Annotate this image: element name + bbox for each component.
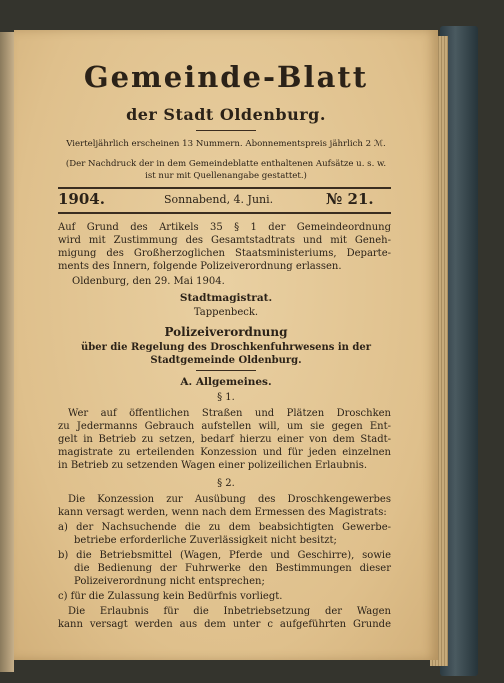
- para1-line: Wer auf öffentlichen Straßen und Plätzen Droschken: [68, 408, 391, 419]
- place-date: Oldenburg, den 29. Mai 1904.: [72, 276, 225, 287]
- title-rule: [196, 370, 256, 371]
- para2-line: kann versagt werden, wenn nach dem Ermessen des Magistrats:: [58, 507, 387, 518]
- ordinance-title: Polizeiverordnung: [164, 325, 288, 339]
- newspaper-page: [14, 30, 438, 660]
- para2-item-b-line: die Bedienung der Fuhrwerke den Bestimmungen dieser: [74, 563, 391, 574]
- para2-item-b-line: b) die Betriebsmittel (Wagen, Pferde und Geschirre), sowie: [58, 550, 391, 561]
- para2-line: Die Konzession zur Ausübung des Droschkengewerbes: [68, 494, 391, 505]
- para1-line: in Betrieb zu setzenden Wagen einer polizeilichen Erlaubnis.: [58, 460, 368, 471]
- para2-tail-line: kann versagt werden aus dem unter c aufgeführten Grunde: [58, 619, 391, 630]
- para2-item-a-line: betriebe erforderliche Zuverlässigkeit nicht besitzt;: [74, 535, 337, 546]
- para1-line: gelt in Betrieb zu setzen, bedarf hierzu einer von dem Stadt-: [58, 434, 391, 445]
- header-rule-top: [58, 187, 391, 189]
- para2-item-a-line: a) der Nachsuchende die zu dem beabsichtigten Gewerbe-: [58, 522, 391, 533]
- issue-date: Sonnabend, 4. Juni.: [164, 193, 274, 206]
- para1-line: magistrate zu erteilenden Konzession und für jeden einzelnen: [58, 447, 391, 458]
- para1-line: zu Jedermanns Gebrauch aufstellen will, um sie gegen Ent-: [58, 421, 391, 432]
- reprint-note-line-1: (Der Nachdruck der in dem Gemeindeblatte enthaltenen Aufsätze u. s. w.: [65, 159, 387, 169]
- para2-heading: § 2.: [217, 478, 235, 489]
- intro-line: Auf Grund des Artikels 35 § 1 der Gemeindeordnung: [58, 222, 391, 233]
- para2-item-b-line: Polizeiverordnung nicht entsprechen;: [74, 576, 265, 587]
- intro-line: migung des Großherzoglichen Staatsministeriums, Departe-: [58, 248, 391, 259]
- info-line: Vierteljährlich erscheinen 13 Nummern. Abonnementspreis jährlich 2 ℳ.: [66, 139, 386, 149]
- authority: Stadtmagistrat.: [179, 292, 273, 304]
- para2-tail-line: Die Erlaubnis für die Inbetriebsetzung der Wagen: [68, 606, 391, 617]
- issue-number: № 21.: [326, 190, 374, 208]
- masthead-rule: [196, 130, 256, 131]
- header-rule-bottom: [58, 212, 391, 214]
- para1-heading: § 1.: [217, 392, 235, 403]
- facing-page-edge: [0, 32, 14, 672]
- para2-item-c-line: c) für die Zulassung kein Bedürfnis vorliegt.: [58, 591, 283, 602]
- intro-line: wird mit Zustimmung des Gesamtstadtrats und mit Geneh-: [58, 235, 391, 246]
- signer: Tappenbeck.: [193, 307, 259, 318]
- issue-year: 1904.: [58, 190, 105, 208]
- ordinance-subtitle-line-2: Stadtgemeinde Oldenburg.: [150, 355, 302, 366]
- intro-line: ments des Innern, folgende Polizeiverordnung erlassen.: [58, 261, 342, 272]
- masthead-subtitle: der Stadt Oldenburg.: [126, 105, 326, 124]
- masthead: Gemeinde-Blatt: [83, 60, 369, 94]
- reprint-note-line-2: ist nur mit Quellenangabe gestattet.): [145, 171, 307, 181]
- ordinance-subtitle-line-1: über die Regelung des Droschkenfuhrwesens in der: [80, 342, 372, 353]
- section-a-heading: A. Allgemeines.: [180, 376, 272, 388]
